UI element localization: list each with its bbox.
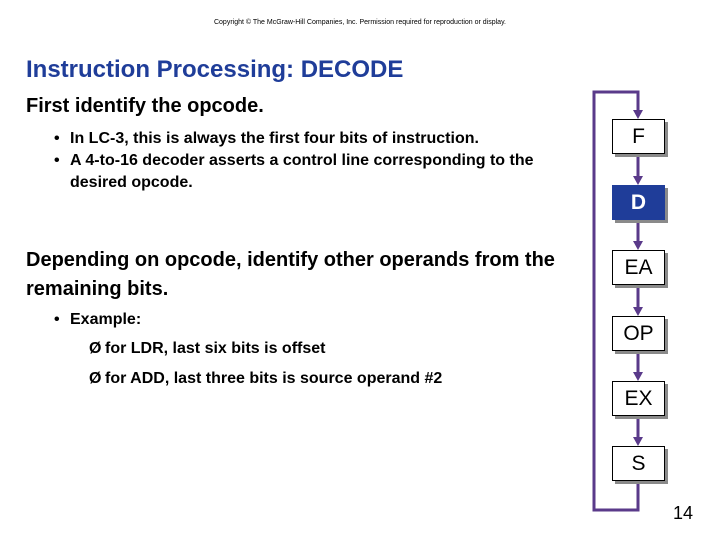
arrowhead-icon: [633, 307, 643, 316]
stage-decode: D: [612, 185, 665, 220]
arrow-bullet-icon: Ø: [89, 340, 102, 357]
page-number: 14: [673, 503, 694, 523]
stage-execute: EX: [612, 381, 665, 416]
stage-fetch-operands: OP: [612, 316, 665, 351]
stage-evaluate-address: EA: [612, 250, 665, 285]
stage-fetch: F: [612, 119, 665, 154]
bullet-glyph: •: [54, 152, 60, 169]
arrowhead-icon: [633, 241, 643, 250]
arrowhead-icon: [633, 176, 643, 185]
sub-list-item-text: for ADD, last three bits is source operand #2: [105, 370, 443, 387]
copyright-notice: Copyright © The McGraw-Hill Companies, Inc. Permission required for reproduction or display.: [213, 19, 506, 26]
arrowhead-icon: [633, 110, 643, 119]
bullet-glyph: •: [54, 311, 60, 328]
arrowhead-icon: [633, 372, 643, 381]
paragraph-opcode: First identify the opcode.: [26, 95, 264, 117]
list-item-text: A 4-to-16 decoder asserts a control line corresponding to the desired opcode.: [70, 152, 534, 191]
stage-store: S: [612, 446, 665, 481]
arrow-bullet-icon: Ø: [89, 370, 102, 387]
slide-title: Instruction Processing: DECODE: [26, 56, 404, 83]
bullet-glyph: •: [54, 130, 60, 147]
paragraph-operands: Depending on opcode, identify other operands from the remaining bits.: [26, 249, 555, 300]
list-item-text: In LC-3, this is always the first four bits of instruction.: [70, 130, 479, 147]
list-item-text: Example:: [70, 311, 142, 328]
sub-list-item-text: for LDR, last six bits is offset: [105, 340, 326, 357]
arrowhead-icon: [633, 437, 643, 446]
